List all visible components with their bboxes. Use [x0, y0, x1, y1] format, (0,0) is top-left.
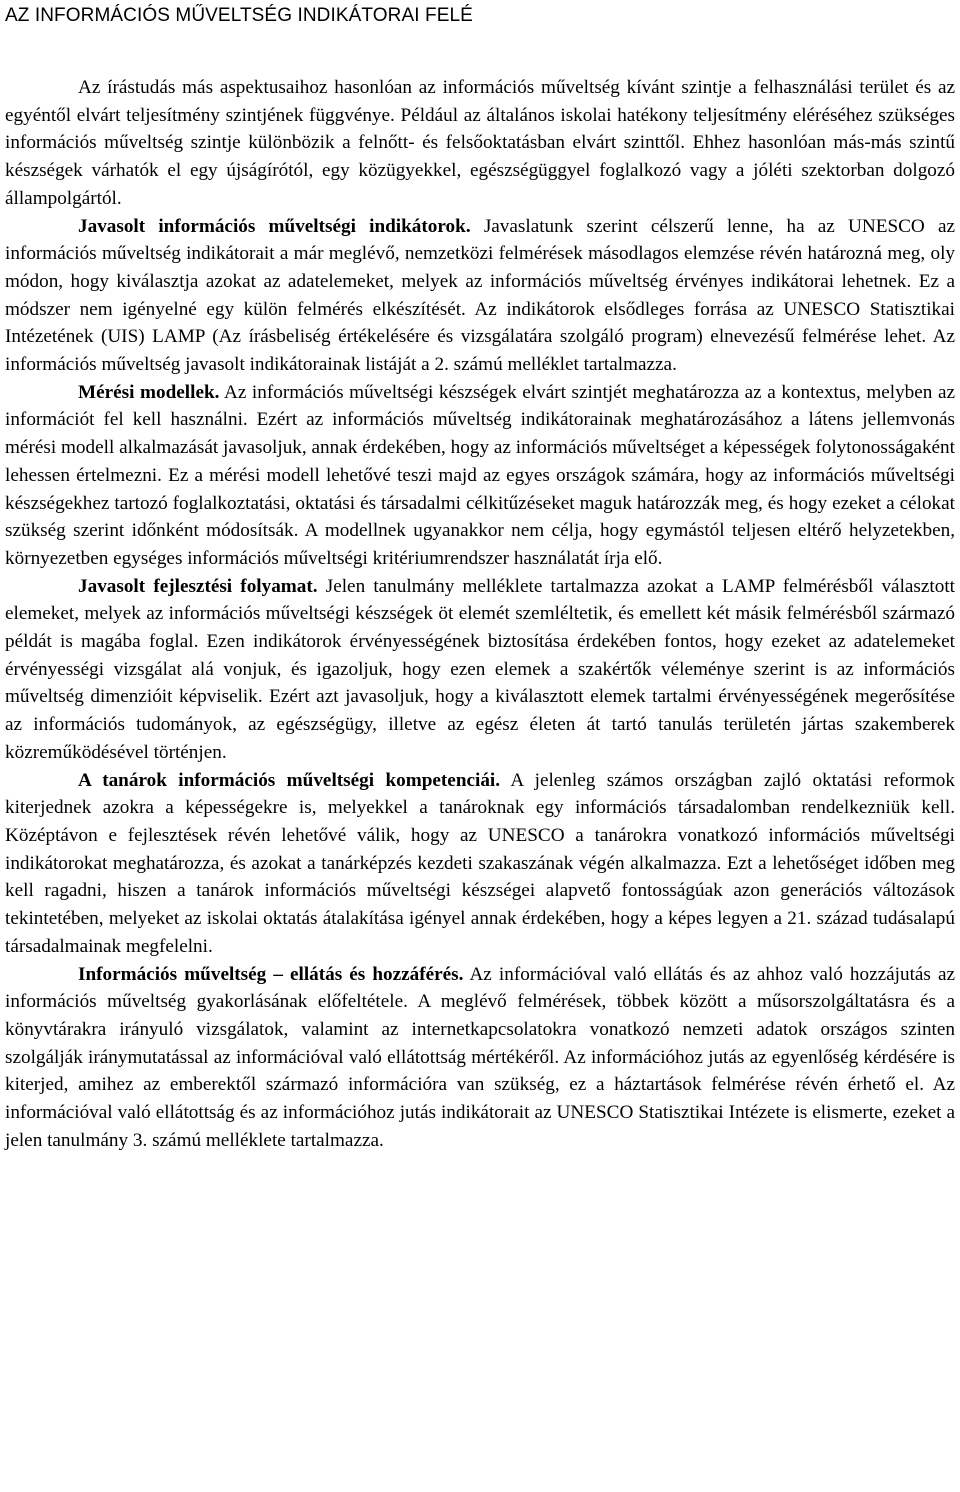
paragraph-text: Az információs műveltségi készségek elvárt szintjét meghatározza az a kontextus, melyben az információt fel kell használni. Ezért az információs műveltség indikátorainak meghatározásához a látens jellemvonás mérési modell alkalmazását javasoljuk, annak érdekében, hogy az információs műveltséget a képességek folytonosságaként lehessen értelmezni. Ez a mérési modell lehetővé teszi majd az egyes országok számára, hogy az információs műveltségi készségekhez tartozó foglalkoztatási, oktatási és társadalmi célkitűzéseket maguk határozzák meg, és hogy ezeket a célokat szükség szerint időnként módosítsák. A modellnek ugyanakkor nem célja, hogy egymástól teljesen eltérő helyzetekben, környezetben egységes információs műveltségi kritériumrendszer használatát írja elő. — [5, 381, 955, 569]
paragraph-text: Az írástudás más aspektusaihoz hasonlóan az információs műveltség kívánt szintje a felhasználási terület és az egyéntől elvárt teljesítmény szintjének függvénye. Például az általános iskolai hatékony teljesítmény eléréséhez szükséges információs műveltség szintje különbözik a felnőtt- és felsőoktatásban elvárt szinttől. Ehhez hasonlóan más-más szintű készségek várhatók el egy újságírótól, egy közügyekkel, egészségüggyel foglalkozó vagy a jóléti szektorban dolgozó állampolgártól. — [5, 77, 955, 209]
paragraph-lead: A tanárok információs műveltségi kompetenciái. — [78, 769, 501, 791]
paragraph-text: Az információval való ellátás és az ahhoz való hozzájutás az információs műveltség gyakorlásának előfeltétele. A meglévő felmérések, többek között a műsorszolgáltatásra és a könyvtárakra irányuló vizsgálatok, valamint az internetkapcsolatokra vonatkozó nemzeti adatok országos szinten szolgálják iránymutatással az információval való ellátottság mértékéről. Az információhoz jutás az egyenlőség kérdésére is kiterjed, amihez az emberektől származó információra van szükség, ez a háztartások felmérése révén érhető el. Az információval való ellátottság és az információhoz jutás indikátorait az UNESCO Statisztikai Intézete is elismerte, ezeket a jelen tanulmány 3. számú melléklete tartalmazza. — [5, 963, 955, 1151]
paragraph-lead: Javasolt fejlesztési folyamat. — [78, 575, 318, 597]
paragraph-lead: Mérési modellek. — [78, 381, 220, 403]
paragraph-lead: Információs műveltség – ellátás és hozzáférés. — [78, 963, 464, 985]
paragraph-text: A jelenleg számos országban zajló oktatási reformok kiterjednek azokra a képességekre is, melyekkel a tanároknak egy információs társadalomban rendelkezniük kell. Középtávon e fejlesztések révén lehetővé válik, hogy az UNESCO a tanárokra vonatkozó információs műveltségi indikátorokat meghatározza, és azokat a tanárképzés kezdeti szakaszának végén alkalmazza. Ezt a lehetőséget időben meg kell ragadni, hiszen a tanárok információs műveltségi készségei alapvető fontosságúak azon generációs változások tekintetében, melyeket az iskolai oktatás átalakítása igényel annak érdekében, hogy a képes legyen a 21. század tudásalapú társadalmainak megfelelni. — [5, 769, 955, 957]
paragraph-intro — [5, 74, 955, 213]
paragraph-text: Javaslatunk szerint célszerű lenne, ha az UNESCO az információs műveltség indikátorait a már meglévő, nemzetközi felmérések másodlagos elemzése révén határozná meg, oly módon, hogy kiválasztja azokat az adatelemeket, melyek az információs műveltség érvényes indikátorai lehetnek. Ez a módszer nem igényelné egy külön felmérés elkészítését. Az indikátorok elsődleges forrása az UNESCO Statisztikai Intézetének (UIS) LAMP (Az írásbeliség értékelésére és vizsgálatára szolgáló program) elnevezésű felmérése lehet. Az információs műveltség javasolt indikátorainak listáját a 2. számú melléklet tartalmazza. — [5, 215, 955, 376]
paragraph-teacher-competencies — [5, 767, 955, 961]
paragraph-lead: Javasolt információs műveltségi indikátorok. — [78, 215, 471, 237]
document-page — [5, 0, 955, 1154]
document-heading: AZ INFORMÁCIÓS MŰVELTSÉG INDIKÁTORAI FELÉ — [5, 5, 473, 26]
paragraph-proposed-indicators — [5, 213, 955, 379]
paragraph-text: Jelen tanulmány melléklete tartalmazza azokat a LAMP felmérésből választott elemeket, melyek az információs műveltségi készségek öt elemét szemléltetik, és emellett két másik felmérésből származó példát is magába foglal. Ezen indikátorok érvényességének biztosítása érdekében fontos, hogy ezeket az adatelemeket érvényességi vizsgálat alá vonjuk, és igazoljuk, hogy ezen elemek a szakértők véleménye szerint is az információs műveltség dimenzióit képviselik. Ezért azt javasoljuk, hogy a kiválasztott elemek tartalmi érvényességének megerősítése az információs tudományok, az egészségügy, illetve az egész életen át tartó tanulás területén jártas szakemberek közreműködésével történjen. — [5, 575, 955, 763]
paragraph-measurement-models — [5, 379, 955, 573]
paragraph-development-process — [5, 573, 955, 767]
paragraph-provision-access — [5, 961, 955, 1155]
document-body — [5, 74, 955, 1154]
